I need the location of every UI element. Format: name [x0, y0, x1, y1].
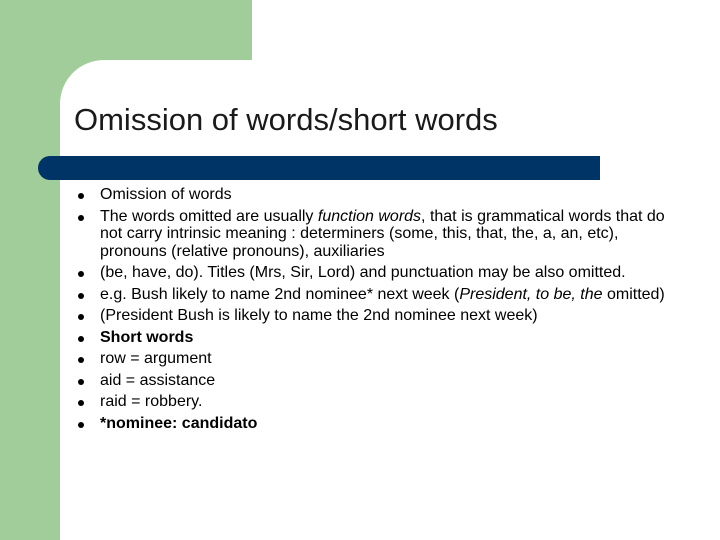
text-run: omitted) — [602, 285, 665, 303]
bullet-icon — [78, 336, 84, 342]
slide-title: Omission of words/short words — [74, 102, 498, 137]
bullet-text: Short words — [100, 328, 194, 346]
bullet-item — [75, 208, 675, 261]
bullet-icon — [78, 400, 84, 406]
bullet-text: aid = assistance — [100, 371, 216, 389]
bullet-text: (be, have, do). Titles (Mrs, Sir, Lord) and punctuation may be also omitted. — [100, 264, 626, 281]
title-rule — [38, 156, 600, 180]
bullet-icon — [78, 215, 84, 221]
bullet-item — [75, 186, 675, 204]
bullet-item — [75, 329, 675, 347]
bullet-text: row = argument — [100, 350, 212, 367]
italic-run: President, to be, the — [459, 285, 603, 303]
bullet-item — [75, 307, 675, 325]
bullet-icon — [78, 379, 84, 385]
bullet-item — [75, 264, 675, 282]
bullet-icon — [78, 422, 84, 428]
bullet-item — [75, 415, 675, 433]
bullet-text: raid = robbery. — [100, 393, 203, 410]
text-run: e.g. Bush likely to name 2nd nominee* next week ( — [100, 285, 460, 303]
bullet-item — [75, 350, 675, 368]
italic-run: function words — [317, 207, 422, 225]
bullet-icon — [78, 357, 84, 363]
bullet-list — [75, 186, 675, 436]
bullet-icon — [78, 193, 84, 199]
bullet-item — [75, 286, 675, 304]
bullet-icon — [78, 271, 84, 277]
bullet-text — [100, 208, 665, 260]
bullet-text: Omission of words — [100, 186, 232, 203]
text-run: The words omitted are usually — [100, 207, 318, 225]
bullet-text: (President Bush is likely to name the 2nd nominee next week) — [100, 307, 538, 324]
bullet-icon — [78, 293, 84, 299]
bullet-icon — [78, 314, 84, 320]
bullet-item — [75, 393, 675, 411]
bullet-text: *nominee: candidato — [100, 414, 258, 432]
text-run: , that is grammatical words that do not carry intrinsic meaning : determiners (some, this, that, the, a, an, etc), pronouns (relative pronouns), auxiliaries — [100, 207, 665, 260]
bullet-text — [100, 286, 665, 303]
bullet-item — [75, 372, 675, 390]
